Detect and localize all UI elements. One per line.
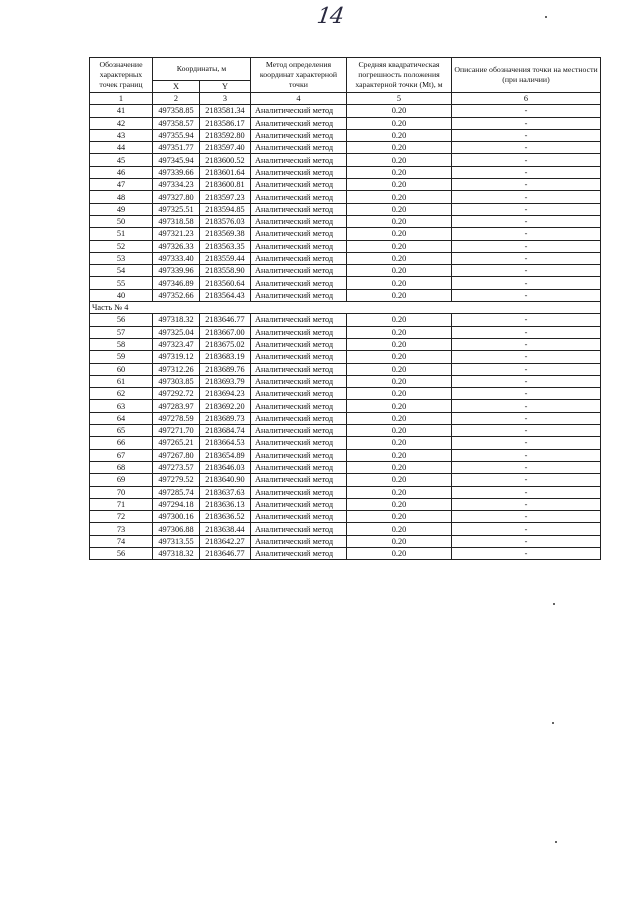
coord-y-cell: 2183646.77 <box>200 547 251 559</box>
coord-y-cell: 2183563.35 <box>200 240 251 252</box>
description-cell: - <box>452 449 601 461</box>
table-row <box>90 129 601 141</box>
coord-x-cell: 497333.40 <box>153 252 200 264</box>
page-number: 14 <box>315 4 345 29</box>
table-row <box>90 449 601 461</box>
coord-y-cell: 2183597.40 <box>200 142 251 154</box>
error-value-cell: 0.20 <box>347 425 452 437</box>
table-row <box>90 203 601 215</box>
table-body-part-3 <box>90 105 601 302</box>
description-cell: - <box>452 486 601 498</box>
table-row <box>90 351 601 363</box>
method-cell: Аналитический метод <box>251 289 347 301</box>
point-number-cell: 71 <box>90 498 153 510</box>
description-cell: - <box>452 363 601 375</box>
coord-x-cell: 497334.23 <box>153 179 200 191</box>
table-row <box>90 154 601 166</box>
method-cell: Аналитический метод <box>251 240 347 252</box>
coord-y-cell: 2183664.53 <box>200 437 251 449</box>
error-value-cell: 0.20 <box>347 203 452 215</box>
error-value-cell: 0.20 <box>347 265 452 277</box>
description-cell: - <box>452 511 601 523</box>
point-number-cell: 54 <box>90 265 153 277</box>
point-number-cell: 58 <box>90 338 153 350</box>
method-cell: Аналитический метод <box>251 203 347 215</box>
coord-y-cell: 2183601.64 <box>200 166 251 178</box>
description-cell: - <box>452 203 601 215</box>
method-cell: Аналитический метод <box>251 105 347 117</box>
scan-speck <box>552 722 554 724</box>
point-number-cell: 60 <box>90 363 153 375</box>
point-number-cell: 65 <box>90 425 153 437</box>
description-cell: - <box>452 215 601 227</box>
point-number-cell: 48 <box>90 191 153 203</box>
error-value-cell: 0.20 <box>347 375 452 387</box>
description-cell: - <box>452 498 601 510</box>
part-label-row <box>90 302 601 314</box>
coord-x-cell: 497294.18 <box>153 498 200 510</box>
point-number-cell: 68 <box>90 461 153 473</box>
method-cell: Аналитический метод <box>251 511 347 523</box>
coord-y-cell: 2183586.17 <box>200 117 251 129</box>
table-row <box>90 228 601 240</box>
point-number-cell: 66 <box>90 437 153 449</box>
coord-x-cell: 497300.16 <box>153 511 200 523</box>
point-number-cell: 42 <box>90 117 153 129</box>
coord-y-cell: 2183559.44 <box>200 252 251 264</box>
error-value-cell: 0.20 <box>347 105 452 117</box>
table-row <box>90 523 601 535</box>
table-row <box>90 437 601 449</box>
description-cell: - <box>452 142 601 154</box>
error-value-cell: 0.20 <box>347 215 452 227</box>
coord-y-cell: 2183576.03 <box>200 215 251 227</box>
error-value-cell: 0.20 <box>347 240 452 252</box>
coord-y-cell: 2183594.85 <box>200 203 251 215</box>
coord-x-cell: 497352.66 <box>153 289 200 301</box>
coord-x-cell: 497323.47 <box>153 338 200 350</box>
description-cell: - <box>452 289 601 301</box>
description-cell: - <box>452 351 601 363</box>
table-row <box>90 400 601 412</box>
coord-x-cell: 497273.57 <box>153 461 200 473</box>
coord-x-cell: 497358.85 <box>153 105 200 117</box>
table-row <box>90 277 601 289</box>
point-number-cell: 44 <box>90 142 153 154</box>
point-number-cell: 47 <box>90 179 153 191</box>
coord-y-cell: 2183600.52 <box>200 154 251 166</box>
description-cell: - <box>452 154 601 166</box>
table-row <box>90 425 601 437</box>
coord-x-cell: 497306.88 <box>153 523 200 535</box>
coord-x-cell: 497358.57 <box>153 117 200 129</box>
coord-y-cell: 2183684.74 <box>200 425 251 437</box>
coord-x-cell: 497265.21 <box>153 437 200 449</box>
description-cell: - <box>452 461 601 473</box>
error-value-cell: 0.20 <box>347 351 452 363</box>
table-row <box>90 388 601 400</box>
method-cell: Аналитический метод <box>251 486 347 498</box>
method-cell: Аналитический метод <box>251 437 347 449</box>
method-cell: Аналитический метод <box>251 166 347 178</box>
table-row <box>90 412 601 424</box>
coord-x-cell: 497312.26 <box>153 363 200 375</box>
coord-x-cell: 497325.04 <box>153 326 200 338</box>
error-value-cell: 0.20 <box>347 326 452 338</box>
coord-x-cell: 497346.89 <box>153 277 200 289</box>
coord-x-cell: 497326.33 <box>153 240 200 252</box>
point-number-cell: 45 <box>90 154 153 166</box>
description-cell: - <box>452 437 601 449</box>
error-value-cell: 0.20 <box>347 166 452 178</box>
method-cell: Аналитический метод <box>251 351 347 363</box>
error-value-cell: 0.20 <box>347 486 452 498</box>
coord-x-cell: 497318.32 <box>153 547 200 559</box>
coord-x-cell: 497355.94 <box>153 129 200 141</box>
column-number: 6 <box>452 93 601 105</box>
coord-x-cell: 497318.58 <box>153 215 200 227</box>
point-number-cell: 59 <box>90 351 153 363</box>
point-number-cell: 61 <box>90 375 153 387</box>
coord-x-cell: 497318.32 <box>153 314 200 326</box>
table-row <box>90 215 601 227</box>
method-cell: Аналитический метод <box>251 547 347 559</box>
coord-y-cell: 2183646.77 <box>200 314 251 326</box>
coord-y-cell: 2183600.81 <box>200 179 251 191</box>
description-cell: - <box>452 228 601 240</box>
coord-x-cell: 497327.80 <box>153 191 200 203</box>
coord-y-cell: 2183667.00 <box>200 326 251 338</box>
method-cell: Аналитический метод <box>251 191 347 203</box>
error-value-cell: 0.20 <box>347 474 452 486</box>
header-error: Средняя квадратическая погрешность положения характерной точки (Mt), м <box>347 58 452 93</box>
point-number-cell: 50 <box>90 215 153 227</box>
table-row <box>90 535 601 547</box>
coord-y-cell: 2183646.03 <box>200 461 251 473</box>
table-row <box>90 547 601 559</box>
table-row <box>90 142 601 154</box>
header-method: Метод определения координат характерной точки <box>251 58 347 93</box>
method-cell: Аналитический метод <box>251 314 347 326</box>
description-cell: - <box>452 523 601 535</box>
point-number-cell: 70 <box>90 486 153 498</box>
column-number: 5 <box>347 93 452 105</box>
table-row <box>90 338 601 350</box>
method-cell: Аналитический метод <box>251 228 347 240</box>
method-cell: Аналитический метод <box>251 154 347 166</box>
table-row <box>90 363 601 375</box>
point-number-cell: 62 <box>90 388 153 400</box>
coord-y-cell: 2183636.52 <box>200 511 251 523</box>
column-number-row <box>90 93 601 105</box>
point-number-cell: 73 <box>90 523 153 535</box>
column-number: 4 <box>251 93 347 105</box>
coord-x-cell: 497321.23 <box>153 228 200 240</box>
table-row <box>90 166 601 178</box>
table-row <box>90 486 601 498</box>
point-number-cell: 41 <box>90 105 153 117</box>
table-row <box>90 498 601 510</box>
coord-x-cell: 497325.51 <box>153 203 200 215</box>
method-cell: Аналитический метод <box>251 277 347 289</box>
header-description: Описание обозначения точки на местности (при наличии) <box>452 58 601 93</box>
error-value-cell: 0.20 <box>347 511 452 523</box>
coord-x-cell: 497278.59 <box>153 412 200 424</box>
method-cell: Аналитический метод <box>251 498 347 510</box>
description-cell: - <box>452 375 601 387</box>
table-row <box>90 461 601 473</box>
table-row <box>90 289 601 301</box>
error-value-cell: 0.20 <box>347 449 452 461</box>
method-cell: Аналитический метод <box>251 252 347 264</box>
method-cell: Аналитический метод <box>251 142 347 154</box>
scan-speck <box>555 841 557 843</box>
method-cell: Аналитический метод <box>251 523 347 535</box>
point-number-cell: 52 <box>90 240 153 252</box>
description-cell: - <box>452 400 601 412</box>
method-cell: Аналитический метод <box>251 400 347 412</box>
description-cell: - <box>452 547 601 559</box>
description-cell: - <box>452 117 601 129</box>
point-number-cell: 67 <box>90 449 153 461</box>
table-row <box>90 252 601 264</box>
method-cell: Аналитический метод <box>251 215 347 227</box>
error-value-cell: 0.20 <box>347 252 452 264</box>
table-body-part-4 <box>90 314 601 560</box>
column-number: 1 <box>90 93 153 105</box>
coord-x-cell: 497339.66 <box>153 166 200 178</box>
error-value-cell: 0.20 <box>347 363 452 375</box>
error-value-cell: 0.20 <box>347 388 452 400</box>
coord-y-cell: 2183564.43 <box>200 289 251 301</box>
description-cell: - <box>452 166 601 178</box>
part-separator <box>90 302 601 314</box>
table-row <box>90 105 601 117</box>
header-point-designation: Обозначение характерных точек границ <box>90 58 153 93</box>
coord-y-cell: 2183693.79 <box>200 375 251 387</box>
table-row <box>90 191 601 203</box>
point-number-cell: 46 <box>90 166 153 178</box>
point-number-cell: 64 <box>90 412 153 424</box>
method-cell: Аналитический метод <box>251 129 347 141</box>
coord-y-cell: 2183636.13 <box>200 498 251 510</box>
coord-x-cell: 497313.55 <box>153 535 200 547</box>
error-value-cell: 0.20 <box>347 338 452 350</box>
error-value-cell: 0.20 <box>347 142 452 154</box>
error-value-cell: 0.20 <box>347 191 452 203</box>
point-number-cell: 51 <box>90 228 153 240</box>
coord-x-cell: 497345.94 <box>153 154 200 166</box>
method-cell: Аналитический метод <box>251 449 347 461</box>
point-number-cell: 63 <box>90 400 153 412</box>
method-cell: Аналитический метод <box>251 388 347 400</box>
header-x: X <box>153 80 200 92</box>
column-number: 3 <box>200 93 251 105</box>
coord-y-cell: 2183581.34 <box>200 105 251 117</box>
coord-y-cell: 2183569.38 <box>200 228 251 240</box>
error-value-cell: 0.20 <box>347 412 452 424</box>
coord-x-cell: 497283.97 <box>153 400 200 412</box>
description-cell: - <box>452 535 601 547</box>
error-value-cell: 0.20 <box>347 289 452 301</box>
description-cell: - <box>452 326 601 338</box>
table-header-row <box>90 58 601 81</box>
point-number-cell: 43 <box>90 129 153 141</box>
coord-y-cell: 2183689.73 <box>200 412 251 424</box>
error-value-cell: 0.20 <box>347 400 452 412</box>
point-number-cell: 56 <box>90 547 153 559</box>
coord-y-cell: 2183689.76 <box>200 363 251 375</box>
error-value-cell: 0.20 <box>347 547 452 559</box>
description-cell: - <box>452 412 601 424</box>
table-row <box>90 179 601 191</box>
coord-y-cell: 2183654.89 <box>200 449 251 461</box>
coord-y-cell: 2183597.23 <box>200 191 251 203</box>
coord-y-cell: 2183560.64 <box>200 277 251 289</box>
coord-x-cell: 497339.96 <box>153 265 200 277</box>
coordinates-table <box>89 57 601 560</box>
description-cell: - <box>452 388 601 400</box>
coord-y-cell: 2183640.90 <box>200 474 251 486</box>
error-value-cell: 0.20 <box>347 461 452 473</box>
description-cell: - <box>452 474 601 486</box>
coord-x-cell: 497303.85 <box>153 375 200 387</box>
error-value-cell: 0.20 <box>347 498 452 510</box>
description-cell: - <box>452 277 601 289</box>
method-cell: Аналитический метод <box>251 375 347 387</box>
table-row <box>90 240 601 252</box>
error-value-cell: 0.20 <box>347 228 452 240</box>
coord-y-cell: 2183694.23 <box>200 388 251 400</box>
coord-x-cell: 497285.74 <box>153 486 200 498</box>
description-cell: - <box>452 338 601 350</box>
coord-y-cell: 2183642.27 <box>200 535 251 547</box>
error-value-cell: 0.20 <box>347 437 452 449</box>
method-cell: Аналитический метод <box>251 338 347 350</box>
description-cell: - <box>452 129 601 141</box>
point-number-cell: 49 <box>90 203 153 215</box>
coord-y-cell: 2183558.90 <box>200 265 251 277</box>
table-row <box>90 375 601 387</box>
coord-y-cell: 2183692.20 <box>200 400 251 412</box>
error-value-cell: 0.20 <box>347 179 452 191</box>
description-cell: - <box>452 179 601 191</box>
point-number-cell: 40 <box>90 289 153 301</box>
error-value-cell: 0.20 <box>347 277 452 289</box>
table-row <box>90 511 601 523</box>
coord-x-cell: 497271.70 <box>153 425 200 437</box>
coord-y-cell: 2183683.19 <box>200 351 251 363</box>
method-cell: Аналитический метод <box>251 265 347 277</box>
header-y: Y <box>200 80 251 92</box>
table-row <box>90 474 601 486</box>
coord-y-cell: 2183675.02 <box>200 338 251 350</box>
point-number-cell: 57 <box>90 326 153 338</box>
part-label: Часть № 4 <box>90 302 601 314</box>
error-value-cell: 0.20 <box>347 523 452 535</box>
coord-y-cell: 2183638.44 <box>200 523 251 535</box>
description-cell: - <box>452 240 601 252</box>
point-number-cell: 56 <box>90 314 153 326</box>
method-cell: Аналитический метод <box>251 425 347 437</box>
coord-x-cell: 497279.52 <box>153 474 200 486</box>
error-value-cell: 0.20 <box>347 117 452 129</box>
method-cell: Аналитический метод <box>251 326 347 338</box>
description-cell: - <box>452 265 601 277</box>
column-number: 2 <box>153 93 200 105</box>
method-cell: Аналитический метод <box>251 461 347 473</box>
header-coordinates: Координаты, м <box>153 58 251 81</box>
table-row <box>90 326 601 338</box>
method-cell: Аналитический метод <box>251 412 347 424</box>
error-value-cell: 0.20 <box>347 129 452 141</box>
table-row <box>90 265 601 277</box>
description-cell: - <box>452 314 601 326</box>
coord-y-cell: 2183592.80 <box>200 129 251 141</box>
method-cell: Аналитический метод <box>251 474 347 486</box>
table-row <box>90 314 601 326</box>
method-cell: Аналитический метод <box>251 535 347 547</box>
description-cell: - <box>452 425 601 437</box>
scan-speck <box>553 603 555 605</box>
description-cell: - <box>452 252 601 264</box>
method-cell: Аналитический метод <box>251 117 347 129</box>
coord-x-cell: 497267.80 <box>153 449 200 461</box>
point-number-cell: 53 <box>90 252 153 264</box>
description-cell: - <box>452 191 601 203</box>
point-number-cell: 55 <box>90 277 153 289</box>
coord-x-cell: 497351.77 <box>153 142 200 154</box>
coord-x-cell: 497319.12 <box>153 351 200 363</box>
coord-x-cell: 497292.72 <box>153 388 200 400</box>
point-number-cell: 72 <box>90 511 153 523</box>
description-cell: - <box>452 105 601 117</box>
error-value-cell: 0.20 <box>347 535 452 547</box>
point-number-cell: 74 <box>90 535 153 547</box>
error-value-cell: 0.20 <box>347 154 452 166</box>
method-cell: Аналитический метод <box>251 363 347 375</box>
point-number-cell: 69 <box>90 474 153 486</box>
error-value-cell: 0.20 <box>347 314 452 326</box>
coord-y-cell: 2183637.63 <box>200 486 251 498</box>
method-cell: Аналитический метод <box>251 179 347 191</box>
scan-speck <box>545 16 547 18</box>
table-row <box>90 117 601 129</box>
